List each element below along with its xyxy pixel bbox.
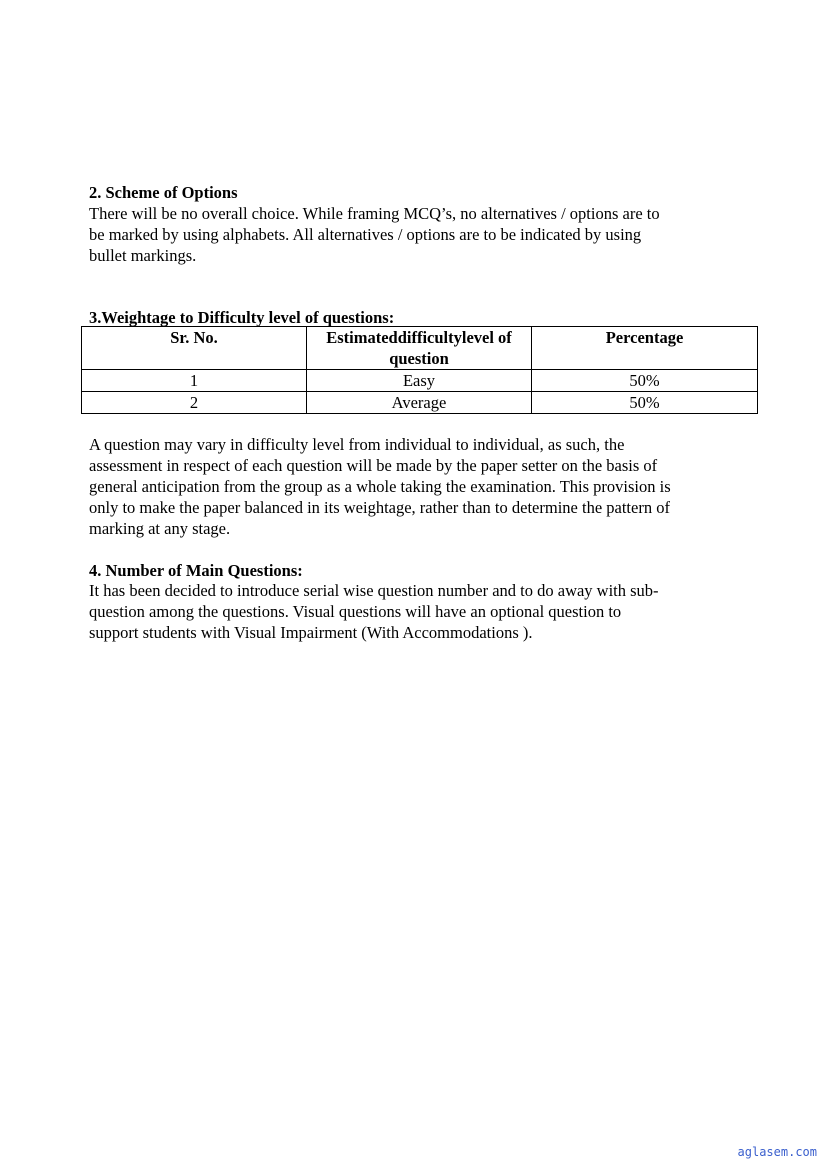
cell-difficulty: Average bbox=[307, 392, 532, 414]
section-3-paragraph-line: only to make the paper balanced in its weightage, rather than to determine the pattern of bbox=[89, 498, 670, 517]
cell-percentage: 50% bbox=[532, 370, 758, 392]
section-3-heading: 3.Weightage to Difficulty level of questions: bbox=[89, 308, 395, 327]
cell-sr-no: 1 bbox=[82, 370, 307, 392]
section-2-line: bullet markings. bbox=[89, 246, 197, 265]
section-4-line: support students with Visual Impairment (With Accommodations ). bbox=[89, 623, 533, 642]
column-header-percentage: Percentage bbox=[532, 327, 758, 370]
cell-sr-no: 2 bbox=[82, 392, 307, 414]
cell-difficulty: Easy bbox=[307, 370, 532, 392]
table-row bbox=[82, 370, 758, 392]
column-header-sr-no: Sr. No. bbox=[82, 327, 307, 370]
section-2-line: There will be no overall choice. While framing MCQ’s, no alternatives / options are to bbox=[89, 204, 660, 223]
section-3-paragraph-line: marking at any stage. bbox=[89, 519, 231, 538]
watermark-link[interactable]: aglasem.com bbox=[737, 1145, 817, 1159]
section-4-heading: 4. Number of Main Questions: bbox=[89, 561, 303, 580]
column-header-difficulty: Estimateddifficultylevel of question bbox=[307, 327, 532, 370]
cell-percentage: 50% bbox=[532, 392, 758, 414]
table-row bbox=[82, 392, 758, 414]
section-3-paragraph-line: A question may vary in difficulty level from individual to individual, as such, the bbox=[89, 435, 625, 454]
section-3-paragraph-line: general anticipation from the group as a whole taking the examination. This provision is bbox=[89, 477, 671, 496]
section-3-paragraph-line: assessment in respect of each question will be made by the paper setter on the basis of bbox=[89, 456, 658, 475]
section-2-line: be marked by using alphabets. All alternatives / options are to be indicated by using bbox=[89, 225, 642, 244]
section-2-heading: 2. Scheme of Options bbox=[89, 183, 238, 202]
difficulty-weightage-table bbox=[81, 326, 758, 414]
table-header-row bbox=[82, 327, 758, 370]
section-4-line: question among the questions. Visual questions will have an optional question to bbox=[89, 602, 622, 621]
section-4-line: It has been decided to introduce serial wise question number and to do away with sub- bbox=[89, 581, 659, 600]
